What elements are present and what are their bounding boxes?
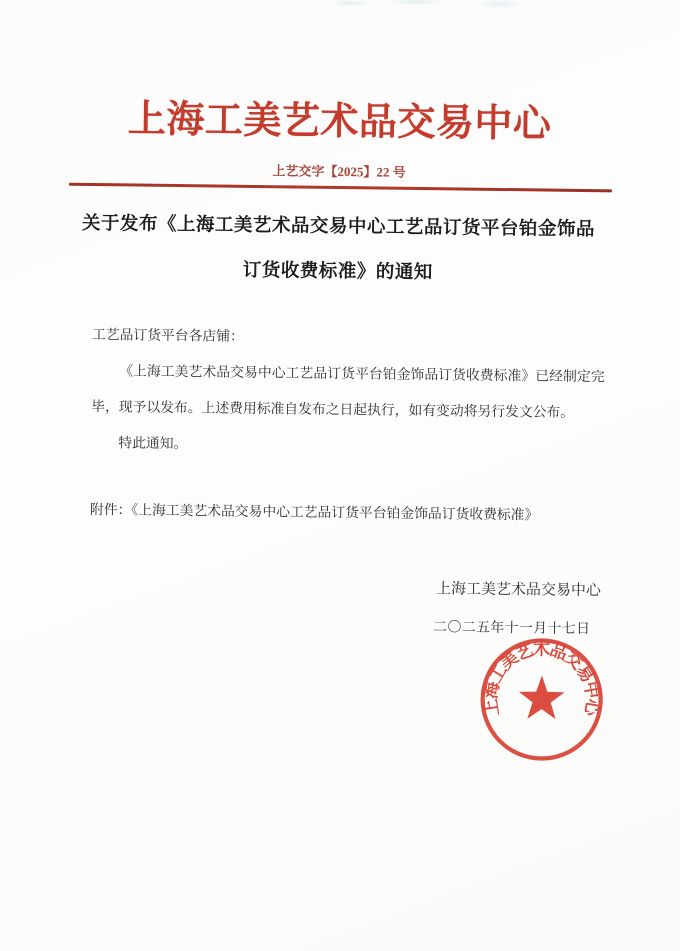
seal-text: 上海工美艺术品交易中心 bbox=[481, 639, 603, 718]
salutation: 工艺品订货平台各店铺： bbox=[92, 326, 244, 344]
notice-title bbox=[0, 199, 679, 297]
document-content bbox=[0, 94, 680, 951]
signer-name: 上海工美艺术品交易中心 bbox=[435, 581, 602, 600]
document-number: 上艺交字【2025】22 号 bbox=[272, 163, 406, 180]
body-paragraph: 《上海工美艺术品交易中心工艺品订货平台铂金饰品订货收费标准》已经制定完毕，现予以发布。上述费用标准自发布之日起执行，如有变动将另行发文公布。 bbox=[91, 363, 605, 420]
official-seal bbox=[466, 624, 618, 776]
seal-star-icon bbox=[519, 675, 565, 719]
notice-title-line1: 关于发布《上海工美艺术品交易中心工艺品订货平台铂金饰品 bbox=[81, 211, 596, 240]
scan-smudge-artifact bbox=[330, 0, 550, 10]
closing-line: 特此通知。 bbox=[118, 435, 188, 452]
attachment-line: 附件：《上海工美艺术品交易中心工艺品订货平台铂金饰品订货收费标准》 bbox=[89, 501, 539, 523]
signature-date: 二〇二五年十一月十七日 bbox=[433, 619, 591, 637]
letterhead-org-title: 上海工美艺术品交易中心 bbox=[127, 98, 552, 146]
notice-title-line2: 订货收费标准》的通知 bbox=[242, 258, 434, 283]
